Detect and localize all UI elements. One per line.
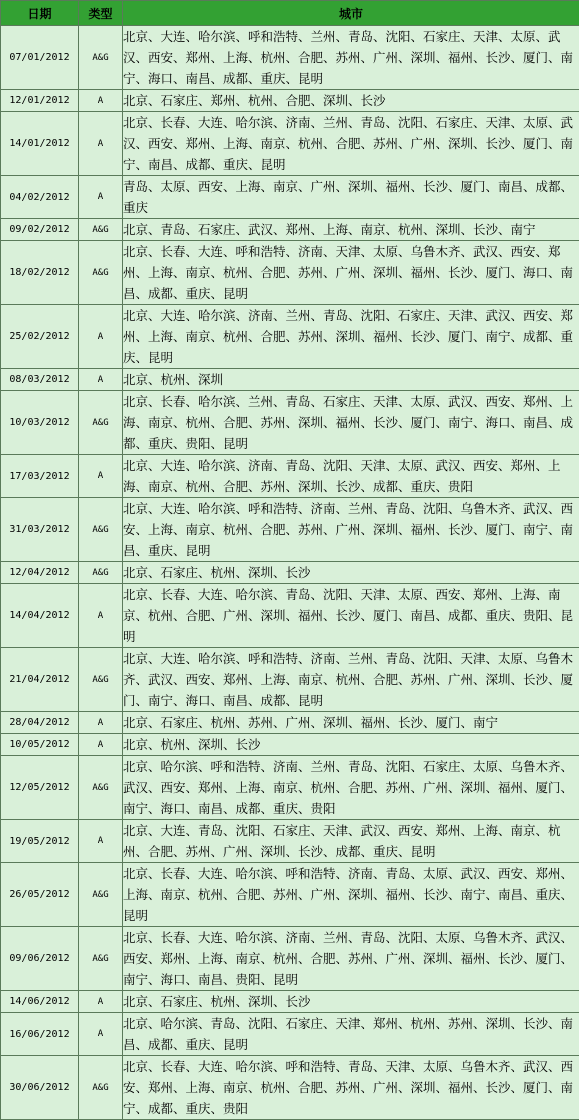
cell-cities: 北京、石家庄、杭州、苏州、广州、深圳、福州、长沙、厦门、南宁 bbox=[123, 712, 579, 734]
cell-cities: 北京、长春、大连、哈尔滨、呼和浩特、济南、青岛、太原、武汉、西安、郑州、上海、南京、杭州、合肥、苏州、广州、深圳、福州、长沙、南宁、南昌、重庆、昆明 bbox=[123, 863, 579, 927]
cell-type: A&G bbox=[79, 927, 123, 991]
table-row bbox=[1, 112, 579, 176]
table-row bbox=[1, 176, 579, 219]
cell-type: A&G bbox=[79, 562, 123, 584]
table-body bbox=[1, 26, 579, 1120]
cell-date: 28/04/2012 bbox=[1, 712, 79, 734]
table-row bbox=[1, 241, 579, 305]
cell-date: 04/02/2012 bbox=[1, 176, 79, 219]
cell-date: 18/02/2012 bbox=[1, 241, 79, 305]
table-row bbox=[1, 562, 579, 584]
cell-cities: 北京、石家庄、杭州、深圳、长沙 bbox=[123, 562, 579, 584]
table-row bbox=[1, 863, 579, 927]
table-row bbox=[1, 1056, 579, 1120]
cell-cities: 北京、石家庄、郑州、杭州、合肥、深圳、长沙 bbox=[123, 90, 579, 112]
table-row bbox=[1, 991, 579, 1013]
cell-type: A bbox=[79, 820, 123, 863]
table-header bbox=[1, 1, 579, 26]
cell-type: A&G bbox=[79, 863, 123, 927]
table-row bbox=[1, 927, 579, 991]
cell-type: A&G bbox=[79, 1056, 123, 1120]
cell-date: 21/04/2012 bbox=[1, 648, 79, 712]
cell-date: 14/06/2012 bbox=[1, 991, 79, 1013]
cell-type: A bbox=[79, 90, 123, 112]
cell-type: A bbox=[79, 712, 123, 734]
cell-cities: 北京、哈尔滨、呼和浩特、济南、兰州、青岛、沈阳、石家庄、太原、乌鲁木齐、武汉、西安、郑州、上海、南京、杭州、合肥、苏州、广州、深圳、福州、厦门、南宁、海口、南昌、成都、重庆、贵阳 bbox=[123, 756, 579, 820]
cell-date: 14/01/2012 bbox=[1, 112, 79, 176]
cell-type: A&G bbox=[79, 26, 123, 90]
header-date: 日期 bbox=[1, 1, 79, 26]
cell-type: A bbox=[79, 734, 123, 756]
cell-type: A bbox=[79, 176, 123, 219]
cell-type: A&G bbox=[79, 756, 123, 820]
cell-cities: 北京、大连、哈尔滨、呼和浩特、兰州、青岛、沈阳、石家庄、天津、太原、武汉、西安、郑州、上海、杭州、合肥、苏州、广州、深圳、福州、长沙、厦门、南宁、海口、南昌、成都、重庆、昆明 bbox=[123, 26, 579, 90]
cell-cities: 北京、大连、哈尔滨、呼和浩特、济南、兰州、青岛、沈阳、天津、太原、乌鲁木齐、武汉、西安、郑州、上海、南京、杭州、合肥、苏州、广州、深圳、长沙、厦门、南宁、海口、南昌、成都、昆明 bbox=[123, 648, 579, 712]
cell-date: 10/03/2012 bbox=[1, 391, 79, 455]
table-row bbox=[1, 648, 579, 712]
cell-type: A bbox=[79, 369, 123, 391]
table-row bbox=[1, 305, 579, 369]
table-row bbox=[1, 1013, 579, 1056]
cell-date: 16/06/2012 bbox=[1, 1013, 79, 1056]
cell-date: 09/02/2012 bbox=[1, 219, 79, 241]
cell-type: A&G bbox=[79, 648, 123, 712]
table-row bbox=[1, 712, 579, 734]
table-row bbox=[1, 455, 579, 498]
cell-cities: 北京、大连、青岛、沈阳、石家庄、天津、武汉、西安、郑州、上海、南京、杭州、合肥、苏州、广州、深圳、长沙、成都、重庆、昆明 bbox=[123, 820, 579, 863]
cell-date: 10/05/2012 bbox=[1, 734, 79, 756]
header-cities: 城市 bbox=[123, 1, 579, 26]
cell-cities: 北京、哈尔滨、青岛、沈阳、石家庄、天津、郑州、杭州、苏州、深圳、长沙、南昌、成都、重庆、昆明 bbox=[123, 1013, 579, 1056]
cell-type: A bbox=[79, 455, 123, 498]
cell-cities: 北京、长春、大连、呼和浩特、济南、天津、太原、乌鲁木齐、武汉、西安、郑州、上海、南京、杭州、合肥、苏州、广州、深圳、福州、长沙、厦门、海口、南昌、成都、重庆、昆明 bbox=[123, 241, 579, 305]
table-row bbox=[1, 90, 579, 112]
table-row bbox=[1, 369, 579, 391]
cell-type: A&G bbox=[79, 391, 123, 455]
table-row bbox=[1, 391, 579, 455]
cell-cities: 北京、青岛、石家庄、武汉、郑州、上海、南京、杭州、深圳、长沙、南宁 bbox=[123, 219, 579, 241]
cell-date: 26/05/2012 bbox=[1, 863, 79, 927]
cell-date: 12/05/2012 bbox=[1, 756, 79, 820]
cell-cities: 北京、石家庄、杭州、深圳、长沙 bbox=[123, 991, 579, 1013]
header-type: 类型 bbox=[79, 1, 123, 26]
cell-date: 12/01/2012 bbox=[1, 90, 79, 112]
cell-type: A&G bbox=[79, 498, 123, 562]
cell-type: A bbox=[79, 1013, 123, 1056]
cell-date: 31/03/2012 bbox=[1, 498, 79, 562]
cell-cities: 北京、杭州、深圳 bbox=[123, 369, 579, 391]
cell-type: A bbox=[79, 584, 123, 648]
table-row bbox=[1, 820, 579, 863]
cell-date: 14/04/2012 bbox=[1, 584, 79, 648]
cell-date: 08/03/2012 bbox=[1, 369, 79, 391]
cell-type: A bbox=[79, 305, 123, 369]
table-row bbox=[1, 584, 579, 648]
cell-cities: 北京、长春、大连、哈尔滨、青岛、沈阳、天津、太原、西安、郑州、上海、南京、杭州、合肥、广州、深圳、福州、长沙、厦门、南昌、成都、重庆、贵阳、昆明 bbox=[123, 584, 579, 648]
cell-cities: 青岛、太原、西安、上海、南京、广州、深圳、福州、长沙、厦门、南昌、成都、重庆 bbox=[123, 176, 579, 219]
cell-cities: 北京、大连、哈尔滨、济南、青岛、沈阳、天津、太原、武汉、西安、郑州、上海、南京、杭州、合肥、苏州、深圳、长沙、成都、重庆、贵阳 bbox=[123, 455, 579, 498]
cell-date: 12/04/2012 bbox=[1, 562, 79, 584]
cell-cities: 北京、长春、哈尔滨、兰州、青岛、石家庄、天津、太原、武汉、西安、郑州、上海、南京、杭州、合肥、苏州、深圳、福州、长沙、厦门、南宁、海口、南昌、成都、重庆、贵阳、昆明 bbox=[123, 391, 579, 455]
cell-type: A bbox=[79, 112, 123, 176]
cell-cities: 北京、长春、大连、哈尔滨、呼和浩特、青岛、天津、太原、乌鲁木齐、武汉、西安、郑州、上海、南京、杭州、合肥、苏州、广州、深圳、福州、长沙、厦门、南宁、成都、重庆、贵阳 bbox=[123, 1056, 579, 1120]
cell-date: 30/06/2012 bbox=[1, 1056, 79, 1120]
cell-date: 07/01/2012 bbox=[1, 26, 79, 90]
table-row bbox=[1, 26, 579, 90]
cell-type: A&G bbox=[79, 241, 123, 305]
cell-cities: 北京、大连、哈尔滨、呼和浩特、济南、兰州、青岛、沈阳、乌鲁木齐、武汉、西安、上海、南京、杭州、合肥、苏州、广州、深圳、福州、长沙、厦门、南宁、南昌、重庆、昆明 bbox=[123, 498, 579, 562]
cell-date: 09/06/2012 bbox=[1, 927, 79, 991]
cell-cities: 北京、长春、大连、哈尔滨、济南、兰州、青岛、沈阳、石家庄、天津、太原、武汉、西安、郑州、上海、南京、杭州、合肥、苏州、广州、深圳、长沙、厦门、南宁、南昌、成都、重庆、昆明 bbox=[123, 112, 579, 176]
table-row bbox=[1, 498, 579, 562]
table-row bbox=[1, 219, 579, 241]
cell-date: 25/02/2012 bbox=[1, 305, 79, 369]
cell-type: A bbox=[79, 991, 123, 1013]
cell-date: 17/03/2012 bbox=[1, 455, 79, 498]
cell-type: A&G bbox=[79, 219, 123, 241]
table-row bbox=[1, 756, 579, 820]
cell-date: 19/05/2012 bbox=[1, 820, 79, 863]
header-row bbox=[1, 1, 579, 26]
cell-cities: 北京、杭州、深圳、长沙 bbox=[123, 734, 579, 756]
cell-cities: 北京、长春、大连、哈尔滨、济南、兰州、青岛、沈阳、太原、乌鲁木齐、武汉、西安、郑州、上海、南京、杭州、合肥、苏州、广州、深圳、福州、长沙、厦门、南宁、海口、南昌、贵阳、昆明 bbox=[123, 927, 579, 991]
table-row bbox=[1, 734, 579, 756]
cell-cities: 北京、大连、哈尔滨、济南、兰州、青岛、沈阳、石家庄、天津、武汉、西安、郑州、上海、南京、杭州、合肥、苏州、深圳、福州、长沙、厦门、南宁、成都、重庆、昆明 bbox=[123, 305, 579, 369]
